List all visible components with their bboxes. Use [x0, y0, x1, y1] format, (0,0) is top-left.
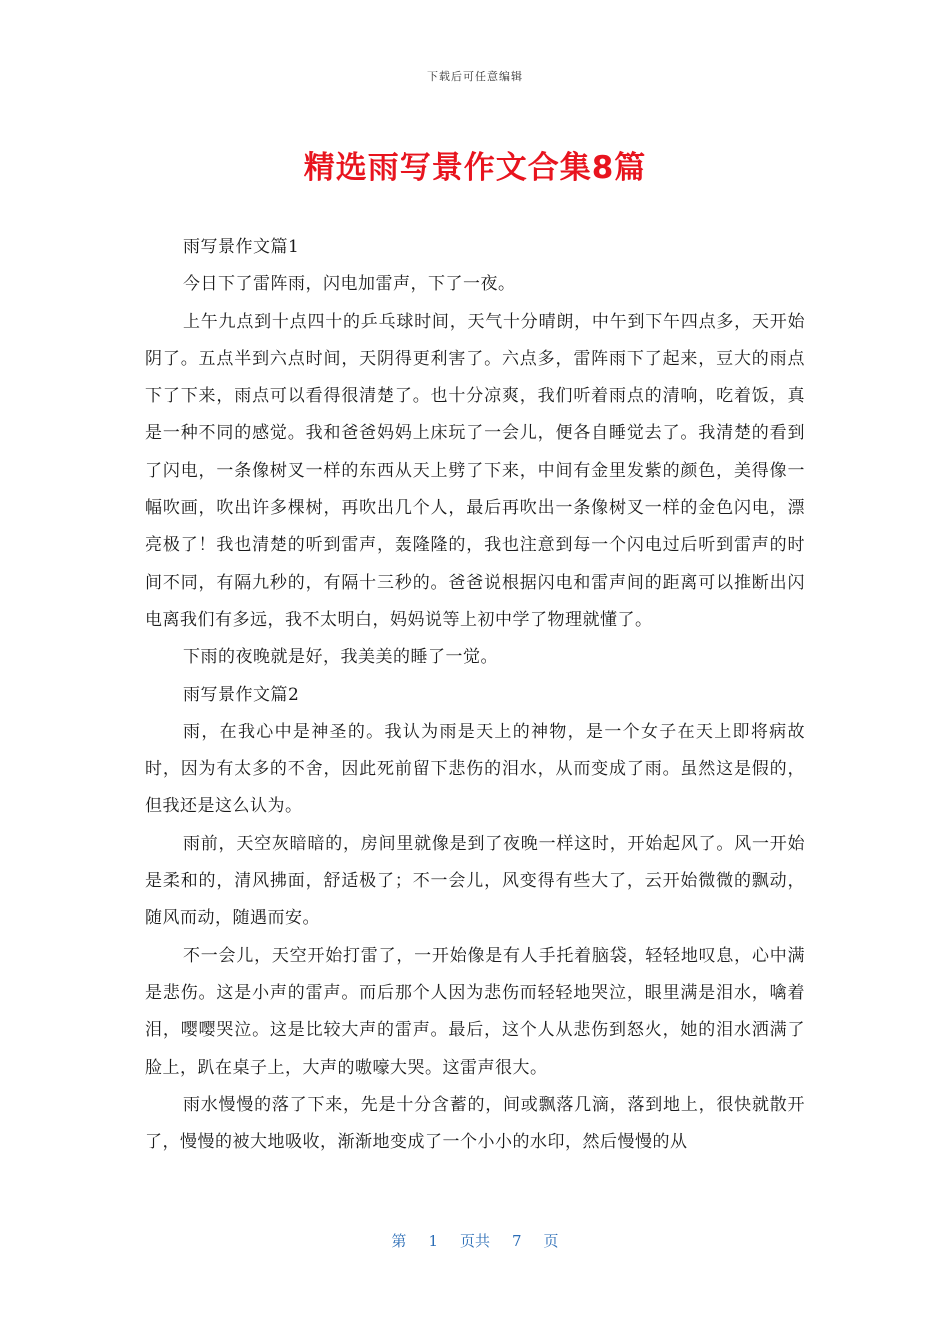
footer-ye-gong: 页共	[459, 1232, 490, 1250]
paragraph: 雨，在我心中是神圣的。我认为雨是天上的神物，是一个女子在天上即将病故时，因为有太多的不舍，因此死前留下悲伤的泪水，从而变成了雨。虽然这是假的，但我还是这么认为。	[145, 721, 805, 817]
paragraph: 雨前，天空灰暗暗的，房间里就像是到了夜晚一样这时，开始起风了。风一开始是柔和的，清风拂面，舒适极了；不一会儿，风变得有些大了，云开始微微的飘动，随风而动，随遇而安。	[145, 833, 805, 929]
paragraph: 雨水慢慢的落了下来，先是十分含蓄的，间或飘落几滴，落到地上，很快就散开了，慢慢的被大地吸收，渐渐地变成了一个小小的水印，然后慢慢的从	[145, 1094, 805, 1153]
paragraph: 下雨的夜晚就是好，我美美的睡了一觉。	[183, 647, 498, 668]
paragraph: 今日下了雷阵雨，闪电加雷声，下了一夜。	[183, 274, 516, 295]
footer-di: 第	[391, 1232, 407, 1250]
footer-total-pages: 7	[512, 1232, 522, 1250]
header-note: 下载后可任意编辑	[427, 70, 523, 83]
paragraph: 不一会儿，天空开始打雷了，一开始像是有人手托着脑袋，轻轻地叹息，心中满是悲伤。这是小声的雷声。而后那个人因为悲伤而轻轻地哭泣，眼里满是泪水，噙着泪，嘤嘤哭泣。这是比较大声的雷声。最后，这个人从悲伤到怒火，她的泪水洒满了脸上，趴在桌子上，大声的嗷嚎大哭。这雷声很大。	[145, 945, 805, 1078]
document-body	[145, 229, 805, 1161]
document-title: 精选雨写景作文合集8篇	[303, 150, 647, 186]
footer-page-number: 1	[428, 1232, 438, 1250]
section-heading-2: 雨写景作文篇2	[183, 684, 300, 705]
footer-ye: 页	[543, 1232, 559, 1250]
page-footer	[0, 1230, 950, 1251]
section-heading-1: 雨写景作文篇1	[183, 237, 300, 257]
paragraph: 上午九点到十点四十的乒乓球时间，天气十分晴朗，中午到下午四点多，天开始阴了。五点半到六点时间，天阴得更利害了。六点多，雷阵雨下了起来，豆大的雨点下了下来，雨点可以看得很清楚了。也十分凉爽，我们听着雨点的清响，吃着饭，真是一种不同的感觉。我和爸爸妈妈上床玩了一会儿，便各自睡觉去了。我清楚的看到了闪电，一条像树叉一样的东西从天上劈了下来，中间有金里发紫的颜色，美得像一幅吹画，吹出许多棵树，再吹出几个人，最后再吹出一条像树叉一样的金色闪电，漂亮极了！我也清楚的听到雷声，轰隆隆的，我也注意到每一个闪电过后听到雷声的时间不同，有隔九秒的，有隔十三秒的。爸爸说根据闪电和雷声间的距离可以推断出闪电离我们有多远，我不太明白，妈妈说等上初中学了物理就懂了。	[145, 311, 805, 630]
